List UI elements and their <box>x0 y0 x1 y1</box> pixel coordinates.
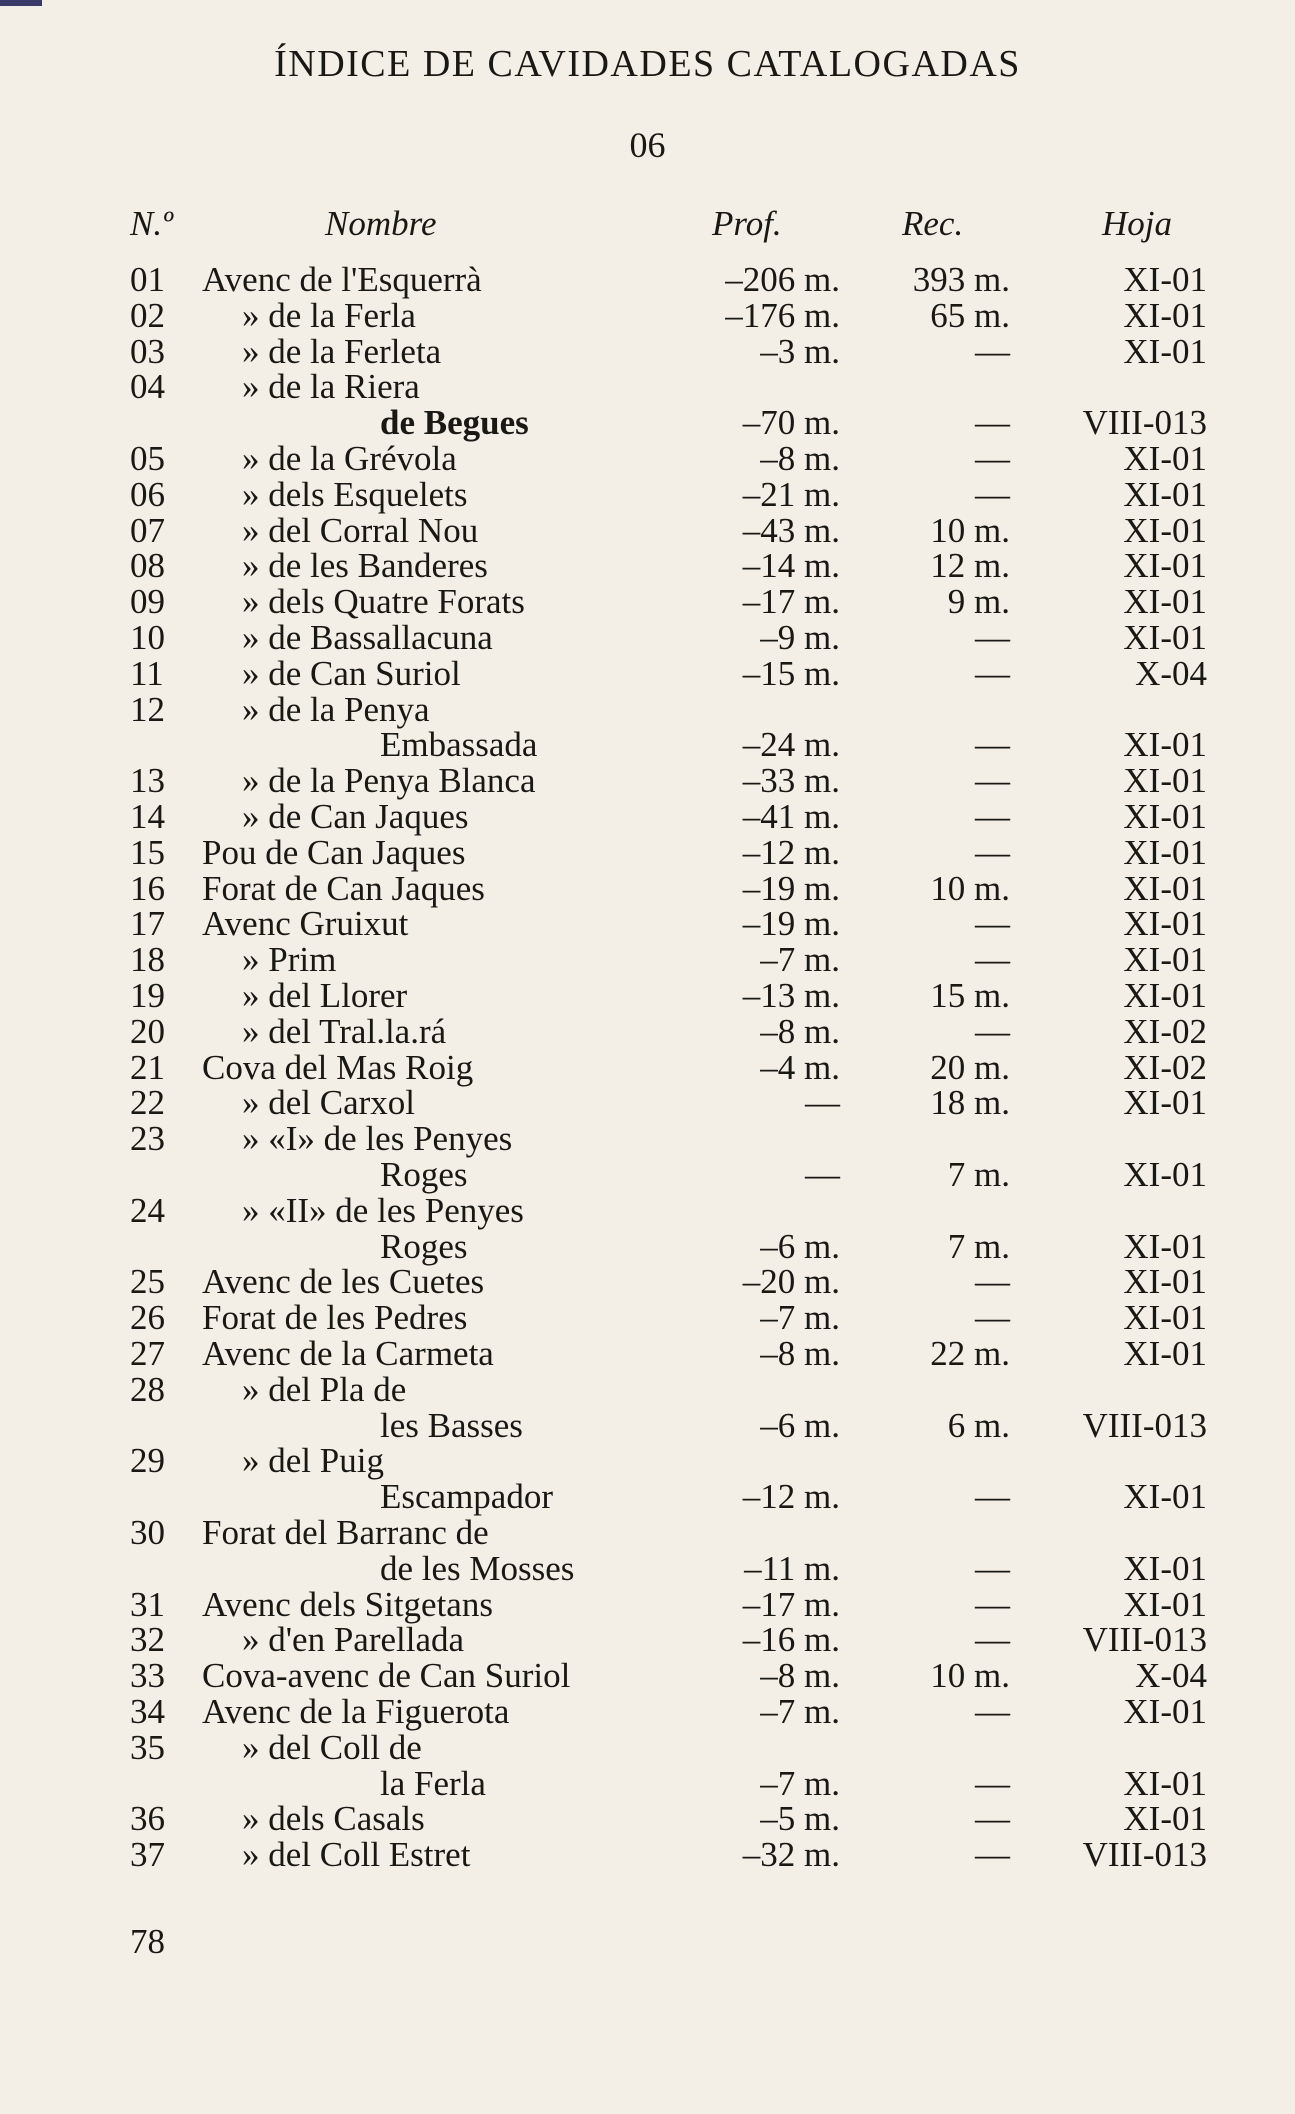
cave-length: — <box>975 1763 1010 1803</box>
map-sheet: XI-01 <box>1123 1584 1207 1624</box>
cave-length: — <box>975 832 1010 872</box>
table-row <box>0 1801 1295 1837</box>
table-row <box>0 1011 1295 1051</box>
cave-number: 31 <box>130 1584 165 1624</box>
cave-depth: –19 m. <box>742 904 840 944</box>
map-sheet: XI-01 <box>1123 797 1207 836</box>
map-sheet: XI-01 <box>1123 1334 1207 1373</box>
cave-length: — <box>975 725 1010 765</box>
cave-number: 10 <box>130 618 165 657</box>
cave-name: » dels Esquelets <box>242 474 468 514</box>
table-row <box>0 978 1295 1014</box>
map-sheet: XI-02 <box>1123 1047 1207 1087</box>
cave-depth: –12 m. <box>742 832 840 872</box>
map-sheet: XI-01 <box>1123 832 1207 872</box>
cave-name: Forat del Barranc de <box>202 1513 489 1552</box>
table-row <box>0 1548 1295 1588</box>
cave-number: 35 <box>130 1727 165 1767</box>
map-sheet: XI-01 <box>1123 1083 1207 1123</box>
cave-number: 04 <box>130 367 165 407</box>
cave-name: » «II» de les Penyes <box>242 1190 524 1230</box>
cave-length: 7 m. <box>947 1155 1010 1194</box>
cave-name: » de Can Suriol <box>242 653 461 693</box>
table-row <box>0 1515 1295 1551</box>
map-sheet: XI-01 <box>1123 1155 1207 1194</box>
cave-depth: — <box>805 1155 840 1194</box>
cave-name: de les Mosses <box>380 1548 575 1588</box>
cave-length: 12 m. <box>930 546 1010 586</box>
cave-number: 24 <box>130 1190 165 1230</box>
cave-number: 01 <box>130 260 165 299</box>
cave-name: Avenc Gruixut <box>202 904 409 944</box>
cave-length: 6 m. <box>947 1405 1010 1445</box>
cave-depth: –33 m. <box>742 761 840 801</box>
map-sheet: VIII-013 <box>1082 1835 1207 1875</box>
cave-length: — <box>975 1011 1010 1051</box>
map-sheet: XI-01 <box>1123 331 1207 371</box>
cave-depth: –176 m. <box>725 295 840 335</box>
cave-depth: –8 m. <box>760 1011 840 1051</box>
header-number: N.º <box>130 204 173 243</box>
page-title: ÍNDICE DE CAVIDADES CATALOGADAS <box>274 43 1021 85</box>
map-sheet: XI-01 <box>1123 510 1207 550</box>
table-row <box>0 1264 1295 1300</box>
cave-length: 22 m. <box>930 1334 1010 1373</box>
cave-number: 30 <box>130 1513 165 1552</box>
table-row <box>0 441 1295 477</box>
cave-length: — <box>975 1477 1010 1517</box>
cave-length: — <box>975 1584 1010 1624</box>
cave-name: » de Bassallacuna <box>242 618 493 657</box>
cave-depth: –70 m. <box>742 403 840 443</box>
cave-name: Roges <box>380 1226 468 1266</box>
cave-name: Cova-avenc de Can Suriol <box>202 1656 571 1696</box>
map-sheet: VIII-013 <box>1082 1405 1207 1445</box>
cave-number: 36 <box>130 1799 165 1839</box>
table-row <box>0 727 1295 763</box>
cave-depth: –7 m. <box>760 940 840 980</box>
cave-number: 08 <box>130 546 165 586</box>
table-row <box>0 584 1295 620</box>
table-row <box>0 653 1295 693</box>
cave-length: — <box>975 1298 1010 1338</box>
table-row <box>0 1405 1295 1445</box>
table-row <box>0 1837 1295 1873</box>
map-sheet: XI-01 <box>1123 1799 1207 1839</box>
cave-number: 07 <box>130 510 165 550</box>
cave-number: 09 <box>130 582 165 622</box>
cave-name: » de Can Jaques <box>242 797 469 836</box>
cave-number: 02 <box>130 295 165 335</box>
cave-name: » de la Ferleta <box>242 331 442 371</box>
cave-length: — <box>975 904 1010 944</box>
cave-number: 03 <box>130 331 165 371</box>
map-sheet: X-04 <box>1135 1656 1207 1696</box>
cave-name: » del Coll Estret <box>242 1835 471 1875</box>
cave-number: 26 <box>130 1298 165 1338</box>
cave-name: Pou de Can Jaques <box>202 832 466 872</box>
cave-name: » de les Banderes <box>242 546 488 586</box>
map-sheet: XI-01 <box>1123 1262 1207 1302</box>
map-sheet: VIII-013 <box>1082 1620 1207 1660</box>
cave-number: 34 <box>130 1692 165 1731</box>
cave-length: 20 m. <box>930 1047 1010 1087</box>
cave-number: 06 <box>130 474 165 514</box>
table-row <box>0 1658 1295 1694</box>
cave-number: 21 <box>130 1047 165 1087</box>
map-sheet: XI-01 <box>1123 940 1207 980</box>
cave-depth: –21 m. <box>742 474 840 514</box>
cave-name: » del Corral Nou <box>242 510 479 550</box>
cave-name: Escampador <box>380 1477 553 1517</box>
cave-length: — <box>975 474 1010 514</box>
header-length: Rec. <box>902 204 964 243</box>
cave-length: — <box>975 653 1010 693</box>
cave-number: 05 <box>130 439 165 478</box>
cave-number: 27 <box>130 1334 165 1373</box>
cave-number: 29 <box>130 1441 165 1481</box>
cave-depth: –20 m. <box>742 1262 840 1302</box>
cave-number: 20 <box>130 1011 165 1051</box>
table-row <box>0 942 1295 978</box>
table-row <box>0 799 1295 835</box>
cave-depth: –6 m. <box>760 1405 840 1445</box>
cave-name: » del Coll de <box>242 1727 422 1767</box>
cave-number: 15 <box>130 832 165 872</box>
cave-number: 33 <box>130 1656 165 1696</box>
cave-name: » Prim <box>242 940 337 980</box>
cave-number: 22 <box>130 1083 165 1123</box>
cave-number: 25 <box>130 1262 165 1302</box>
cave-name: Forat de les Pedres <box>202 1298 468 1338</box>
cave-name: Avenc de les Cuetes <box>202 1262 485 1302</box>
table-row <box>0 906 1295 942</box>
table-row <box>0 369 1295 405</box>
map-sheet: XI-01 <box>1123 618 1207 657</box>
table-row <box>0 689 1295 729</box>
map-sheet: XI-02 <box>1123 1011 1207 1051</box>
cave-depth: –19 m. <box>742 868 840 908</box>
cave-name: » de la Riera <box>242 367 420 407</box>
table-row <box>0 1085 1295 1121</box>
cave-name: » del Pla de <box>242 1369 407 1409</box>
cave-depth: — <box>805 1083 840 1123</box>
cave-length: — <box>975 1799 1010 1839</box>
cave-number: 32 <box>130 1620 165 1660</box>
table-row <box>0 1622 1295 1658</box>
cave-depth: –9 m. <box>760 618 840 657</box>
table-row <box>0 262 1295 298</box>
cave-length: — <box>975 1262 1010 1302</box>
table-row <box>0 1121 1295 1157</box>
table-row <box>0 763 1295 799</box>
cave-number: 14 <box>130 797 165 836</box>
cave-number: 37 <box>130 1835 165 1875</box>
table-row <box>0 620 1295 656</box>
cave-depth: –17 m. <box>742 582 840 622</box>
map-sheet: XI-01 <box>1123 582 1207 622</box>
cave-depth: –5 m. <box>760 1799 840 1839</box>
cave-name: » de la Penya <box>242 689 430 729</box>
cave-name: » «I» de les Penyes <box>242 1119 513 1159</box>
table-row <box>0 868 1295 908</box>
cave-number: 12 <box>130 689 165 729</box>
cave-depth: –206 m. <box>725 260 840 299</box>
cave-name: de Begues <box>380 403 529 443</box>
cave-length: 7 m. <box>947 1226 1010 1266</box>
cave-name: » del Tral.la.rá <box>242 1011 447 1051</box>
map-sheet: X-04 <box>1135 653 1207 693</box>
cave-depth: –14 m. <box>742 546 840 586</box>
cave-number: 19 <box>130 976 165 1015</box>
cave-length: 10 m. <box>930 868 1010 908</box>
cave-name: » dels Casals <box>242 1799 425 1839</box>
cave-length: — <box>975 761 1010 801</box>
cave-number: 11 <box>130 653 164 693</box>
cave-depth: –8 m. <box>760 439 840 478</box>
cave-name: » de la Penya Blanca <box>242 761 536 801</box>
map-sheet: XI-01 <box>1123 1763 1207 1803</box>
page-number: 78 <box>130 1922 165 1961</box>
cave-length: 10 m. <box>930 510 1010 550</box>
map-sheet: XI-01 <box>1123 1692 1207 1731</box>
cave-depth: –43 m. <box>742 510 840 550</box>
cave-length: 393 m. <box>912 260 1010 299</box>
cave-number: 23 <box>130 1119 165 1159</box>
map-sheet: XI-01 <box>1123 1226 1207 1266</box>
cave-name: Embassada <box>380 725 538 765</box>
cave-name: Avenc dels Sitgetans <box>202 1584 493 1624</box>
map-sheet: XI-01 <box>1123 976 1207 1015</box>
cave-length: — <box>975 403 1010 443</box>
cave-name: Forat de Can Jaques <box>202 868 485 908</box>
map-sheet: XI-01 <box>1123 474 1207 514</box>
map-sheet: XI-01 <box>1123 295 1207 335</box>
map-sheet: XI-01 <box>1123 868 1207 908</box>
cave-length: — <box>975 797 1010 836</box>
top-edge-mark <box>0 0 42 6</box>
table-row <box>0 1369 1295 1409</box>
cave-length: — <box>975 439 1010 478</box>
cave-depth: –8 m. <box>760 1334 840 1373</box>
map-sheet: XI-01 <box>1123 725 1207 765</box>
cave-depth: –13 m. <box>742 976 840 1015</box>
cave-name: » d'en Parellada <box>242 1620 465 1660</box>
table-row <box>0 1190 1295 1230</box>
cave-depth: –7 m. <box>760 1763 840 1803</box>
cave-length: 18 m. <box>930 1083 1010 1123</box>
cave-depth: –41 m. <box>742 797 840 836</box>
cave-length: 15 m. <box>930 976 1010 1015</box>
table-row <box>0 331 1295 371</box>
cave-name: » del Llorer <box>242 976 408 1015</box>
cave-depth: –16 m. <box>742 1620 840 1660</box>
cave-depth: –6 m. <box>760 1226 840 1266</box>
cave-depth: –3 m. <box>760 331 840 371</box>
cave-number: 17 <box>130 904 165 944</box>
map-sheet: XI-01 <box>1123 904 1207 944</box>
table-row <box>0 1584 1295 1624</box>
map-sheet: XI-01 <box>1123 546 1207 586</box>
header-depth: Prof. <box>712 204 782 243</box>
cave-depth: –32 m. <box>742 1835 840 1875</box>
table-row <box>0 474 1295 514</box>
cave-name: Roges <box>380 1155 468 1194</box>
cave-length: — <box>975 618 1010 657</box>
map-sheet: XI-01 <box>1123 439 1207 478</box>
cave-name: » dels Quatre Forats <box>242 582 525 622</box>
cave-length: — <box>975 1548 1010 1588</box>
map-sheet: XI-01 <box>1123 1477 1207 1517</box>
table-row <box>0 1479 1295 1515</box>
cave-length: — <box>975 1620 1010 1660</box>
cave-depth: –17 m. <box>742 1584 840 1624</box>
table-row <box>0 1047 1295 1087</box>
cave-length: — <box>975 940 1010 980</box>
cave-depth: –24 m. <box>742 725 840 765</box>
cave-name: Cova del Mas Roig <box>202 1047 474 1087</box>
cave-length: — <box>975 331 1010 371</box>
table-row <box>0 832 1295 872</box>
cave-depth: –7 m. <box>760 1298 840 1338</box>
cave-length: 9 m. <box>947 582 1010 622</box>
cave-number: 28 <box>130 1369 165 1409</box>
cave-length: — <box>975 1692 1010 1731</box>
cave-name: » de la Ferla <box>242 295 416 335</box>
table-row <box>0 548 1295 584</box>
cave-number: 18 <box>130 940 165 980</box>
header-name: Nombre <box>325 204 437 243</box>
cave-name: » del Puig <box>242 1441 384 1481</box>
header-sheet: Hoja <box>1102 204 1172 243</box>
table-row <box>0 1300 1295 1336</box>
table-row <box>0 1763 1295 1803</box>
table-row <box>0 1336 1295 1372</box>
cave-length: — <box>975 1835 1010 1875</box>
cave-name: la Ferla <box>380 1763 486 1803</box>
table-row <box>0 1694 1295 1730</box>
table-row <box>0 405 1295 441</box>
cave-depth: –7 m. <box>760 1692 840 1731</box>
cave-length: 65 m. <box>930 295 1010 335</box>
table-row <box>0 1157 1295 1193</box>
cave-length: 10 m. <box>930 1656 1010 1696</box>
cave-name: les Basses <box>380 1405 523 1445</box>
map-sheet: XI-01 <box>1123 1298 1207 1338</box>
cave-name: » de la Grévola <box>242 439 457 478</box>
table-row <box>0 1727 1295 1767</box>
cave-number: 16 <box>130 868 165 908</box>
table-row <box>0 1443 1295 1479</box>
table-row <box>0 510 1295 550</box>
cave-name: » del Carxol <box>242 1083 416 1123</box>
cave-depth: –4 m. <box>760 1047 840 1087</box>
cave-depth: –12 m. <box>742 1477 840 1517</box>
section-number: 06 <box>629 125 666 165</box>
map-sheet: XI-01 <box>1123 260 1207 299</box>
cave-number: 13 <box>130 761 165 801</box>
map-sheet: XI-01 <box>1123 761 1207 801</box>
cave-depth: –11 m. <box>744 1548 840 1588</box>
cave-name: Avenc de la Figuerota <box>202 1692 510 1731</box>
cave-depth: –15 m. <box>742 653 840 693</box>
table-row <box>0 1226 1295 1266</box>
map-sheet: XI-01 <box>1123 1548 1207 1588</box>
cave-name: Avenc de l'Esquerrà <box>202 260 482 299</box>
table-row <box>0 295 1295 335</box>
cave-depth: –8 m. <box>760 1656 840 1696</box>
cave-name: Avenc de la Carmeta <box>202 1334 494 1373</box>
map-sheet: VIII-013 <box>1082 403 1207 443</box>
